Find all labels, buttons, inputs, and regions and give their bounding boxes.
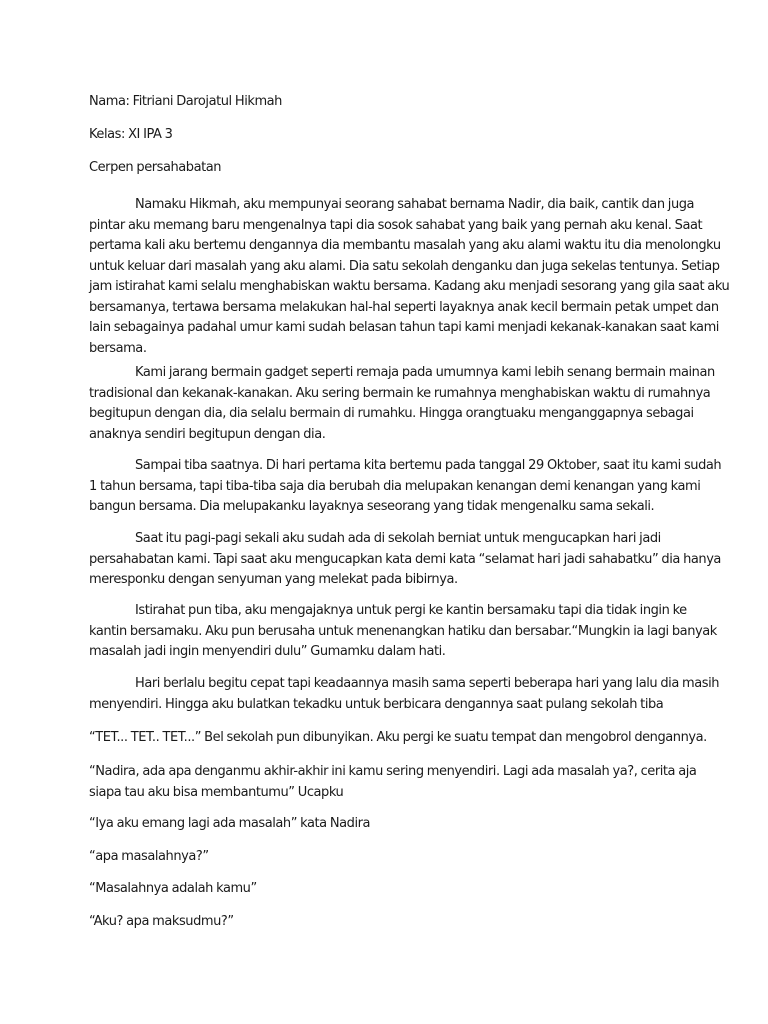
paragraph-5: Istirahat pun tiba, aku mengajaknya untuk pergi ke kantin bersamaku tapi dia tidak ingin ke kantin bersamaku. Aku pun berusaha untuk menenangkan hatiku dan bersabar.“Mungkin ia lagi banyak masalah jadi ingin menyendiri dulu” Gumamku dalam hati.: [89, 603, 717, 659]
dialogue-5: “Masalahnya adalah kamu”: [89, 881, 257, 896]
paragraph-1: Namaku Hikmah, aku mempunyai seorang sahabat bernama Nadir, dia baik, cantik dan juga pintar aku memang baru mengenalnya tapi dia sosok sahabat yang baik yang pernah aku kenal. Saat pertama kali aku bertemu dengannya dia membantu masalah yang aku alami waktu itu dia menolongku untuk keluar dari masalah yang aku alami. Dia satu sekolah denganku dan juga sekelas tentunya. Setiap jam istirahat kami selalu menghabiskan waktu bersama. Kadang aku menjadi sesorang yang gila saat aku bersamanya, tertawa bersama melakukan hal-hal seperti layaknya anak kecil bermain petak umpet dan lain sebagainya padahal umur kami sudah belasan tahun tapi kami menjadi kekanak-kanakan saat kami bersama.: [89, 197, 730, 356]
dialogue-3: “Iya aku emang lagi ada masalah” kata Nadira: [89, 816, 371, 831]
dialogue-6: “Aku? apa maksudmu?”: [89, 914, 234, 929]
paragraph-6: Hari berlalu begitu cepat tapi keadaannya masih sama seperti beberapa hari yang lalu dia masih menyendiri. Hingga aku bulatkan tekadku untuk berbicara dengannya saat pulang sekolah tiba: [89, 676, 720, 712]
paragraph-4: Saat itu pagi-pagi sekali aku sudah ada di sekolah berniat untuk mengucapkan hari jadi persahabatan kami. Tapi saat aku mengucapkan kata demi kata “selamat hari jadi sahabatku” dia hanya meresponku dengan senyuman yang melekat pada bibirnya.: [89, 531, 721, 587]
paragraph-3: Sampai tiba saatnya. Di hari pertama kita bertemu pada tanggal 29 Oktober, saat itu kami sudah 1 tahun bersama, tapi tiba-tiba saja dia berubah dia melupakan kenangan demi kenangan yang kami bangun bersama. Dia melupakanku layaknya seseorang yang tidak mengenalku sama sekali.: [89, 458, 722, 514]
student-name: Nama: Fitriani Darojatul Hikmah: [89, 94, 282, 109]
dialogue-4: “apa masalahnya?”: [89, 849, 209, 864]
paragraph-2: Kami jarang bermain gadget seperti remaja pada umumnya kami lebih senang bermain mainan tradisional dan kekanak-kanakan. Aku sering bermain ke rumahnya menghabiskan waktu di rumahnya begitupun dengan dia, dia selalu bermain di rumahku. Hingga orangtuaku menganggapnya sebagai anaknya sendiri begitupun dengan dia.: [89, 365, 715, 442]
dialogue-1: “TET... TET.. TET...” Bel sekolah pun dibunyikan. Aku pergi ke suatu tempat dan mengobrol dengannya.: [89, 730, 707, 745]
story-title: Cerpen persahabatan: [89, 160, 222, 175]
student-class: Kelas: XI IPA 3: [89, 127, 173, 142]
dialogue-2: “Nadira, ada apa denganmu akhir-akhir ini kamu sering menyendiri. Lagi ada masalah ya?, cerita aja siapa tau aku bisa membantumu” Ucapku: [89, 764, 697, 800]
